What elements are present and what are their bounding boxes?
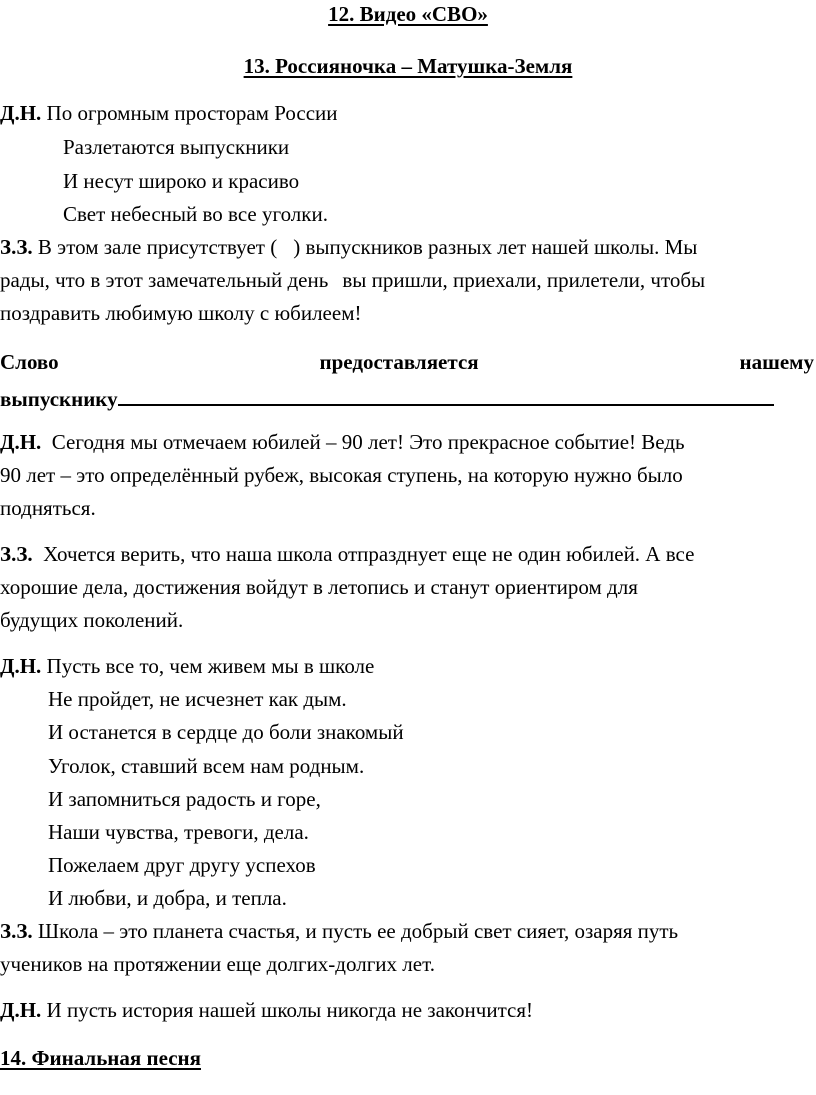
block-5-line-2: хорошие дела, достижения войдут в летопись и станут ориентиром для	[0, 575, 638, 599]
speaker-label: Д.Н.	[0, 101, 42, 125]
block-7-line-2: учеников на протяжении еще долгих-долгих лет.	[0, 952, 435, 976]
text-fragment: Хочется верить, что наша школа отпразднует еще не один юбилей. А все	[43, 542, 695, 566]
block-1-line-1	[0, 103, 338, 124]
heading-12: 12. Видео «СВО»	[328, 2, 488, 26]
word: предоставляется	[319, 350, 479, 374]
block-5-line-1	[0, 544, 694, 565]
text-fragment: Сегодня мы отмечаем юбилей – 90 лет! Это прекрасное событие! Ведь	[51, 430, 685, 454]
speaker-label: Д.Н.	[0, 430, 42, 454]
block-2-line-3: поздравить любимую школу с юбилеем!	[0, 301, 362, 325]
speaker-label: Д.Н.	[0, 998, 42, 1022]
heading-14: 14. Финальная песня	[0, 1046, 201, 1070]
word: Слово	[0, 350, 59, 374]
block-8-line-1	[0, 1000, 533, 1021]
block-3-line-2	[0, 384, 774, 410]
poem-line: И запомниться радость и горе,	[48, 787, 321, 811]
block-2-line-1	[0, 237, 697, 258]
speaker-label: З.З.	[0, 542, 33, 566]
poem-line: Уголок, ставший всем нам родным.	[48, 754, 365, 778]
poem-line: Свет небесный во все уголки.	[63, 202, 328, 226]
poem-line: Наши чувства, тревоги, дела.	[48, 820, 309, 844]
block-7-line-1	[0, 921, 678, 942]
text-fragment: рады, что в этот замечательный день	[0, 268, 329, 292]
poem-line: Не пройдет, не исчезнет как дым.	[48, 687, 347, 711]
block-4-line-1	[0, 432, 685, 453]
poem-line: И несут широко и красиво	[63, 169, 300, 193]
block-5-line-3: будущих поколений.	[0, 608, 184, 632]
speaker-label: Д.Н.	[0, 654, 42, 678]
block-4-line-3: подняться.	[0, 496, 96, 520]
word: нашему	[739, 350, 814, 374]
text-fragment: Школа – это планета счастья, и пусть ее добрый свет сияет, озаряя путь	[37, 919, 679, 943]
poem-line: И любви, и добра, и тепла.	[48, 886, 287, 910]
text-fragment: ) выпускников разных лет нашей школы. Мы	[293, 235, 698, 259]
poem-line: Пожелаем друг другу успехов	[48, 853, 316, 877]
speaker-label: З.З.	[0, 235, 33, 259]
heading-13: 13. Россияночка – Матушка-Земля	[243, 54, 573, 78]
text-fragment: И пусть история нашей школы никогда не закончится!	[46, 998, 533, 1022]
speaker-label: З.З.	[0, 919, 33, 943]
block-6-line-1	[0, 656, 374, 677]
word: выпускнику	[0, 387, 118, 411]
poem-line: Пусть все то, чем живем мы в школе	[46, 654, 375, 678]
blank-fill-line	[118, 384, 774, 406]
block-4-line-2: 90 лет – это определённый рубеж, высокая ступень, на которую нужно было	[0, 463, 683, 487]
block-3-line-1	[0, 352, 814, 373]
poem-line: И останется в сердце до боли знакомый	[48, 720, 404, 744]
text-fragment: В этом зале присутствует (	[37, 235, 278, 259]
block-2-line-2	[0, 270, 705, 291]
poem-line: По огромным просторам России	[46, 101, 338, 125]
poem-line: Разлетаются выпускники	[63, 135, 290, 159]
text-fragment: вы пришли, приехали, прилетели, чтобы	[342, 268, 706, 292]
